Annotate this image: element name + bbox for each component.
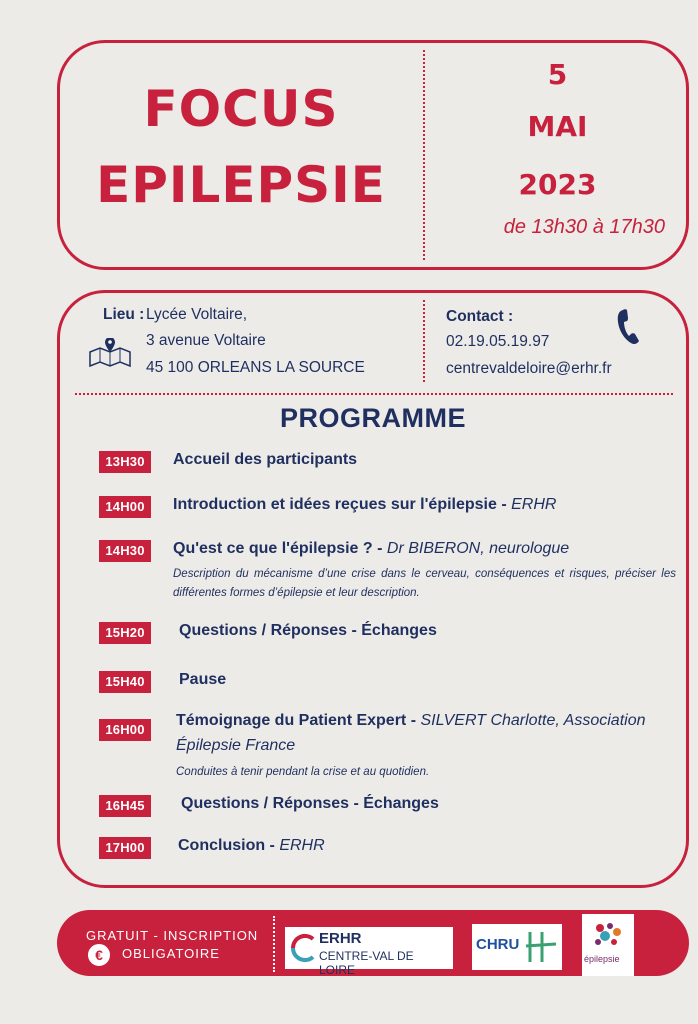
date-month: MAI [527,110,588,143]
time-badge: 13H30 [99,451,151,473]
epilepsie-france-logo [582,914,634,976]
item-title-text: Conclusion - [178,837,280,854]
programme-item-title [179,622,437,640]
programme-item-title [173,540,569,558]
horizontal-divider [75,393,673,395]
map-icon [88,338,132,368]
item-title-text: Questions / Réponses - Échanges [181,795,439,812]
item-title-text: Accueil des participants [173,451,358,468]
item-speaker: ERHR [511,496,557,513]
programme-item-title [173,496,556,514]
programme-item-speaker-line2 [176,737,295,755]
epilepsie-mark-icon [590,918,626,952]
item-speaker: ERHR [279,837,325,854]
item-title-text: Questions / Réponses - Échanges [179,622,437,639]
euro-icon: € [88,944,110,966]
time-badge: 15H40 [99,671,151,693]
lieu-label: Lieu : [103,306,145,323]
contact-email[interactable]: centrevaldeloire@erhr.fr [446,360,612,377]
time-badge: 17H00 [99,837,151,859]
item-speaker-line2: Épilepsie France [176,737,296,754]
programme-item-title [173,451,357,469]
programme-item-title [179,671,226,689]
time-badge: 16H00 [99,719,151,741]
epilepsie-logo-text: épilepsie [584,954,620,964]
erhr-mark-icon [289,932,317,964]
erhr-logo [285,927,453,977]
item-description: Description du mécanisme d’une crise dans le cerveau, conséquences et risques, préciser les différentes formes d’épilepsie et leur description. [173,568,676,599]
time-badge: 15H20 [99,622,151,644]
item-title-text: Témoignage du Patient Expert - [176,712,421,729]
lieu-line-2: 3 avenue Voltaire [146,332,266,349]
info-divider [423,300,425,382]
title-line-1: FOCUS [143,80,339,138]
item-speaker: Dr BIBERON, neurologue [386,540,570,557]
contact-phone[interactable]: 02.19.05.19.97 [446,333,550,350]
erhr-logo-subtext: CENTRE-VAL DE LOIRE [319,949,414,977]
chru-logo [472,924,562,970]
chru-logo-text: CHRU [476,936,520,953]
footer-divider [273,916,275,972]
lieu-line-3: 45 100 ORLEANS LA SOURCE [146,359,365,376]
time-badge: 16H45 [99,795,151,817]
time-range: de 13h30 à 17h30 [503,216,665,238]
item-title-text: Introduction et idées reçues sur l'épilepsie - [173,496,512,513]
lieu-line-1: Lycée Voltaire, [146,306,248,323]
contact-label: Contact : [446,308,514,325]
date-day: 5 [547,58,568,91]
item-speaker: SILVERT Charlotte, Association [420,712,646,729]
item-title-text: Qu'est ce que l'épilepsie ? - [173,540,387,557]
footer-mandatory-label: OBLIGATOIRE [122,946,220,961]
erhr-logo-text: ERHR [319,930,362,947]
time-badge: 14H30 [99,540,151,562]
programme-item-title [181,795,439,813]
programme-title: PROGRAMME [280,403,466,433]
footer-free-label: GRATUIT - INSCRIPTION [86,928,259,943]
programme-item-title [178,837,325,855]
date-year: 2023 [518,168,597,201]
phone-icon [615,308,641,346]
item-description: Conduites à tenir pendant la crise et au quotidien. [176,766,430,778]
title-line-2: EPILEPSIE [96,156,386,214]
chru-mark-icon [524,928,558,966]
item-title-text: Pause [179,671,227,688]
programme-item-title [176,712,645,730]
time-badge: 14H00 [99,496,151,518]
